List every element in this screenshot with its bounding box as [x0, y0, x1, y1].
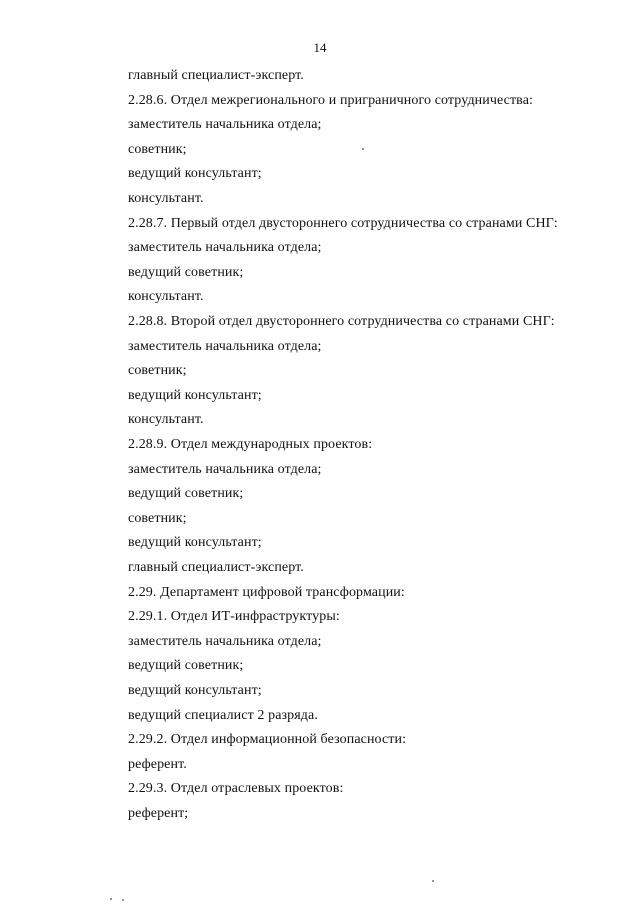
scan-noise-dot: [110, 898, 112, 900]
text-line: 2.29.3. Отдел отраслевых проектов:: [128, 781, 344, 797]
text-line: ведущий консультант;: [128, 387, 262, 403]
text-line: 2.28.6. Отдел межрегионального и приграничного сотрудничества:: [128, 92, 534, 108]
text-line: 2.29.2. Отдел информационной безопасности:: [128, 732, 407, 748]
text-line: ведущий советник;: [128, 486, 244, 502]
text-line: ведущий консультант;: [128, 535, 262, 551]
text-line: советник;: [128, 141, 187, 157]
text-line: консультант.: [128, 289, 204, 305]
text-line: заместитель начальника отдела;: [128, 338, 322, 354]
text-line: 2.28.8. Второй отдел двустороннего сотрудничества со странами СНГ:: [128, 314, 555, 329]
text-line: 2.28.9. Отдел международных проектов:: [128, 437, 373, 452]
text-line: 2.29. Департамент цифровой трансформации:: [128, 584, 405, 600]
text-line: главный специалист-эксперт.: [128, 560, 304, 575]
scan-noise-dot: [432, 880, 434, 882]
text-line: референт;: [128, 806, 189, 821]
text-line: консультант.: [128, 191, 204, 206]
text-line: консультант.: [128, 412, 204, 428]
text-line: советник;: [128, 510, 187, 526]
text-line: ведущий консультант;: [128, 683, 262, 698]
text-line: ведущий советник;: [128, 264, 244, 280]
text-line: референт.: [128, 756, 187, 772]
text-line: заместитель начальника отдела;: [128, 633, 322, 649]
scan-noise-dot: [122, 899, 124, 901]
text-line: главный специалист-эксперт.: [128, 68, 304, 83]
scan-noise-dot: [362, 148, 364, 150]
text-line: советник;: [128, 363, 187, 379]
text-line: заместитель начальника отдела;: [128, 461, 322, 477]
text-line: 2.29.1. Отдел ИТ-инфраструктуры:: [128, 609, 340, 625]
text-line: ведущий консультант;: [128, 166, 262, 182]
text-line: 2.28.7. Первый отдел двустороннего сотрудничества со странами СНГ:: [128, 215, 558, 231]
text-line: заместитель начальника отдела;: [128, 117, 322, 133]
text-line: ведущий специалист 2 разряда.: [128, 707, 318, 723]
text-line: заместитель начальника отдела;: [128, 240, 322, 256]
page-number: 14: [313, 40, 327, 55]
text-line: ведущий советник;: [128, 658, 244, 674]
